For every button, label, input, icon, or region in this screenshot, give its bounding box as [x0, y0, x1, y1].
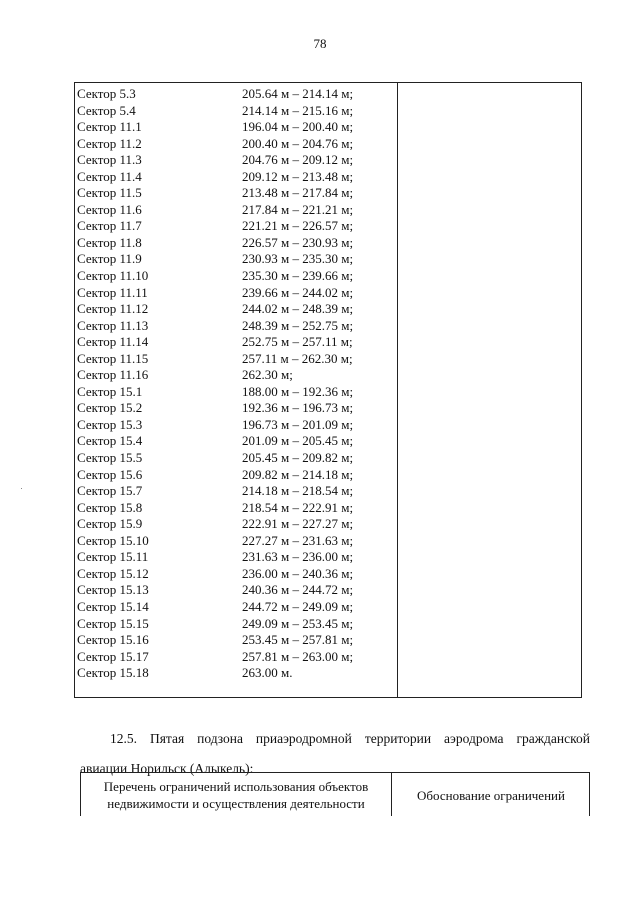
sector-name: Сектор 11.14	[77, 334, 149, 350]
sector-name: Сектор 15.10	[77, 532, 149, 548]
sector-height-range: 205.64 м – 214.14 м;	[242, 86, 354, 101]
sector-height-range: 248.39 м – 252.75 м;	[242, 317, 354, 333]
sector-name: Сектор 15.15	[77, 615, 149, 631]
sector-name: Сектор 15.3	[77, 416, 143, 432]
sector-heights-table	[74, 82, 582, 698]
table-row	[75, 384, 395, 401]
table-row	[75, 136, 395, 153]
table-row	[75, 268, 395, 285]
sector-name: Сектор 15.8	[77, 499, 143, 515]
table-row	[75, 433, 395, 450]
sector-height-range: 214.14 м – 215.16 м;	[242, 102, 354, 118]
table-row	[75, 616, 395, 633]
sector-height-range: 263.00 м.	[242, 665, 293, 681]
sector-height-range: 239.66 м – 244.02 м;	[242, 284, 354, 300]
table-row	[75, 665, 395, 682]
sector-height-range: 252.75 м – 257.11 м;	[242, 334, 353, 350]
sector-name: Сектор 11.15	[77, 350, 149, 366]
sector-name: Сектор 15.14	[77, 598, 149, 614]
table-row	[75, 549, 395, 566]
sector-name: Сектор 11.16	[77, 367, 149, 383]
table-row	[75, 152, 395, 169]
sector-name: Сектор 15.9	[77, 516, 143, 532]
sector-height-range: 227.27 м – 231.63 м;	[242, 532, 354, 548]
sector-rows	[75, 86, 395, 682]
sector-height-range: 231.63 м – 236.00 м;	[242, 549, 354, 565]
table-row	[75, 467, 395, 484]
restrictions-table-header	[80, 772, 590, 816]
table-row	[75, 566, 395, 583]
sector-name: Сектор 11.6	[77, 201, 142, 217]
table-row	[75, 516, 395, 533]
sector-name: Сектор 11.7	[77, 218, 142, 234]
table-row	[75, 450, 395, 467]
sector-name: Сектор 11.10	[77, 268, 149, 284]
sector-height-range: 244.02 м – 248.39 м;	[242, 301, 354, 317]
sector-name: Сектор 15.11	[77, 549, 149, 565]
sector-height-range: 214.18 м – 218.54 м;	[242, 483, 354, 499]
sector-height-range: 257.11 м – 262.30 м;	[242, 350, 353, 366]
header-restrictions-list: Перечень ограничений использования объектов недвижимости и осуществления деятельности	[103, 779, 369, 811]
sector-name: Сектор 15.6	[77, 466, 143, 482]
sector-name: Сектор 11.2	[77, 135, 142, 151]
sector-name: Сектор 15.7	[77, 483, 143, 499]
sector-height-range: 213.48 м – 217.84 м;	[242, 185, 354, 201]
sector-height-range: 226.57 м – 230.93 м;	[242, 234, 354, 250]
table-row	[75, 533, 395, 550]
section-heading-line-1: 12.5. Пятая подзона приаэродромной территории аэродрома гражданской	[110, 731, 590, 746]
table-row	[75, 218, 395, 235]
table-row	[75, 334, 395, 351]
table-row	[75, 500, 395, 517]
sector-name: Сектор 15.5	[77, 450, 143, 466]
sector-height-range: 253.45 м – 257.81 м;	[242, 632, 354, 648]
sector-name: Сектор 11.11	[77, 284, 148, 300]
sector-height-range: 200.40 м – 204.76 м;	[242, 135, 354, 151]
sector-height-range: 205.45 м – 209.82 м;	[242, 450, 354, 466]
sector-height-range: 209.12 м – 213.48 м;	[242, 168, 354, 184]
sector-height-range: 217.84 м – 221.21 м;	[242, 201, 354, 217]
table-row	[75, 169, 395, 186]
table-row	[75, 318, 395, 335]
table-row	[75, 400, 395, 417]
sector-height-range: 235.30 м – 239.66 м;	[242, 268, 354, 284]
table-row	[75, 301, 395, 318]
sector-name: Сектор 11.9	[77, 251, 142, 267]
section-heading-line-2: авиации Норильск (Алыкель):	[80, 761, 254, 776]
sector-name: Сектор 15.13	[77, 582, 149, 598]
sector-height-range: 188.00 м – 192.36 м;	[242, 383, 354, 399]
table-row	[75, 632, 395, 649]
sector-height-range: 236.00 м – 240.36 м;	[242, 565, 354, 581]
table-row	[75, 367, 395, 384]
sector-height-range: 230.93 м – 235.30 м;	[242, 251, 354, 267]
scan-speck	[21, 488, 22, 489]
sector-height-range: 249.09 м – 253.45 м;	[242, 615, 354, 631]
sector-height-range: 218.54 м – 222.91 м;	[242, 499, 354, 515]
sector-height-range: 192.36 м – 196.73 м;	[242, 400, 354, 416]
table-row	[75, 86, 395, 103]
sector-name: Сектор 15.12	[77, 565, 149, 581]
table-row	[75, 119, 395, 136]
sector-height-range: 209.82 м – 214.18 м;	[242, 466, 354, 482]
sector-name: Сектор 11.5	[77, 185, 142, 201]
sector-name: Сектор 5.3	[77, 86, 136, 101]
table-row	[75, 351, 395, 368]
table-row	[75, 285, 395, 302]
sector-name: Сектор 15.18	[77, 665, 149, 681]
table-column-divider	[397, 83, 398, 697]
sector-height-range: 240.36 м – 244.72 м;	[242, 582, 354, 598]
table-row	[75, 202, 395, 219]
sector-height-range: 196.73 м – 201.09 м;	[242, 416, 354, 432]
sector-name: Сектор 15.4	[77, 433, 143, 449]
table-row	[75, 417, 395, 434]
table-row	[75, 483, 395, 500]
sector-name: Сектор 15.17	[77, 648, 149, 664]
sector-height-range: 244.72 м – 249.09 м;	[242, 598, 354, 614]
table-row	[75, 582, 395, 599]
sector-name: Сектор 11.8	[77, 234, 142, 250]
sector-name: Сектор 11.3	[77, 152, 142, 168]
sector-height-range: 222.91 м – 227.27 м;	[242, 516, 354, 532]
sector-height-range: 196.04 м – 200.40 м;	[242, 119, 354, 135]
sector-height-range: 201.09 м – 205.45 м;	[242, 433, 354, 449]
sector-name: Сектор 11.4	[77, 168, 142, 184]
sector-name: Сектор 15.2	[77, 400, 143, 416]
sector-name: Сектор 11.12	[77, 301, 149, 317]
header-restrictions-basis: Обоснование ограничений	[417, 788, 565, 803]
table-row	[75, 235, 395, 252]
table-row	[75, 251, 395, 268]
sector-height-range: 221.21 м – 226.57 м;	[242, 218, 354, 234]
table-row	[75, 103, 395, 120]
sector-name: Сектор 11.13	[77, 317, 149, 333]
sector-height-range: 262.30 м;	[242, 367, 293, 383]
sector-height-range: 204.76 м – 209.12 м;	[242, 152, 354, 168]
sector-height-range: 257.81 м – 263.00 м;	[242, 648, 354, 664]
sector-name: Сектор 11.1	[77, 119, 142, 135]
table-row	[75, 649, 395, 666]
page-number: 78	[313, 36, 327, 51]
table-row	[75, 599, 395, 616]
sector-name: Сектор 15.16	[77, 632, 149, 648]
sector-name: Сектор 15.1	[77, 383, 143, 399]
sector-name: Сектор 5.4	[77, 102, 136, 118]
table-row	[75, 185, 395, 202]
